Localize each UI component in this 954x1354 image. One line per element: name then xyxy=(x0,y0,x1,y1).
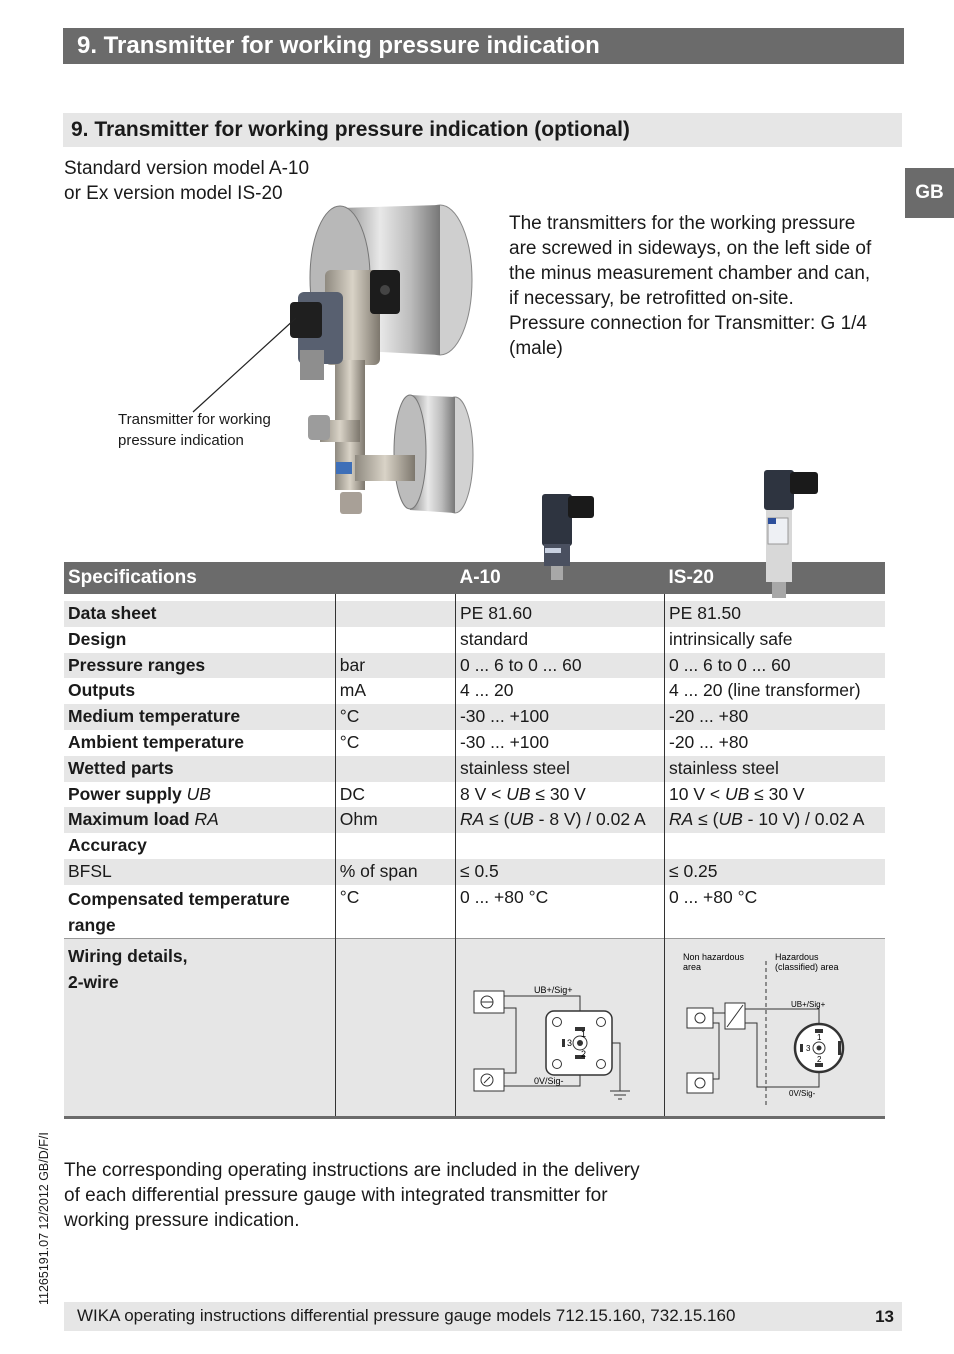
row-label: Ambient temperature xyxy=(68,731,245,752)
is20-transmitter-photo xyxy=(760,468,822,600)
row-is20-value: 0 ... 6 to 0 ... 60 xyxy=(665,653,886,679)
row-a10-value: stainless steel xyxy=(455,756,664,782)
row-label: Data sheet xyxy=(64,601,335,627)
wiring-diagram-is20 xyxy=(665,939,886,1118)
pin-label: 3 xyxy=(566,1038,572,1049)
row-is20-value xyxy=(665,807,886,833)
description-line: Pressure connection for Transmitter: G 1/4 xyxy=(509,313,867,334)
intro-line: Standard version model A-10 xyxy=(64,158,310,179)
page-footer xyxy=(64,1302,902,1331)
row-unit: bar xyxy=(335,653,455,679)
pin-label: 3 xyxy=(806,1044,811,1054)
value-part: 8 V < xyxy=(459,783,507,804)
row-label: Compensated temperature range xyxy=(68,888,290,935)
value-symbol: UB xyxy=(506,783,531,804)
is20-wiring-diagram xyxy=(669,941,881,1111)
value-symbol: RA xyxy=(459,809,485,830)
table-row xyxy=(64,833,885,859)
table-row xyxy=(64,678,885,704)
pin-label: 1 xyxy=(580,1029,586,1040)
pin-label: 2 xyxy=(580,1049,586,1060)
wiring-row xyxy=(64,939,885,1118)
value-part: ≤ ( xyxy=(484,809,510,830)
row-unit: °C xyxy=(335,704,455,730)
wiring-label-line: 2-wire xyxy=(68,972,119,993)
row-unit: % of span xyxy=(335,859,455,885)
value-symbol: UB xyxy=(718,809,743,830)
table-row xyxy=(64,730,885,756)
row-a10-value: 0 ... 6 to 0 ... 60 xyxy=(455,653,664,679)
row-a10-value: standard xyxy=(455,627,664,653)
value-symbol: UB xyxy=(724,783,750,804)
description-text xyxy=(509,211,904,361)
header-unit xyxy=(335,562,455,594)
row-unit: mA xyxy=(335,678,455,704)
row-is20-value: intrinsically safe xyxy=(665,627,886,653)
area-label: Hazardous xyxy=(775,952,819,963)
callout-line: Transmitter for working xyxy=(118,411,271,428)
row-a10-value xyxy=(455,782,664,808)
value-part: ≤ 30 V xyxy=(749,783,805,804)
row-is20-value: ≤ 0.25 xyxy=(665,859,886,885)
row-unit xyxy=(335,601,455,627)
value-part: 10 V < xyxy=(669,783,725,804)
footer-note-line: working pressure indication. xyxy=(64,1210,300,1231)
area-label: (classified) area xyxy=(775,962,839,973)
header-specifications: Specifications xyxy=(64,562,335,594)
row-label: Outputs xyxy=(68,680,136,701)
table-row xyxy=(64,653,885,679)
wiring-diagram-a10 xyxy=(455,939,664,1118)
row-unit xyxy=(335,833,455,859)
row-unit: °C xyxy=(335,730,455,756)
table-row xyxy=(64,782,885,808)
row-is20-value xyxy=(665,833,886,859)
table-row xyxy=(64,885,885,939)
row-label-text: Power supply xyxy=(68,783,182,804)
footer-note-line: The corresponding operating instructions are included in the delivery xyxy=(64,1160,640,1181)
pin-label: 1 xyxy=(817,1033,822,1043)
description-line: (male) xyxy=(509,338,563,359)
row-unit xyxy=(335,756,455,782)
row-a10-value: PE 81.60 xyxy=(455,601,664,627)
row-label-symbol: RA xyxy=(194,809,219,830)
table-row xyxy=(64,601,885,627)
value-part: - 10 V) / 0.02 A xyxy=(742,809,865,830)
row-unit: DC xyxy=(335,782,455,808)
row-a10-value: ≤ 0.5 xyxy=(455,859,664,885)
row-is20-value: 0 ... +80 °C xyxy=(665,885,886,939)
table-row xyxy=(64,627,885,653)
wiring-label-line: Wiring details, xyxy=(68,946,188,967)
row-is20-value xyxy=(665,782,886,808)
value-part: ≤ 30 V xyxy=(530,783,586,804)
row-label-symbol: UB xyxy=(186,783,211,804)
area-label: Non hazardous xyxy=(683,952,745,963)
a10-transmitter-photo xyxy=(536,490,598,582)
wire-label-top: UB+/Sig+ xyxy=(791,1000,826,1010)
document-number: 11265191.07 12/2012 GB/D/F/I xyxy=(37,1132,51,1305)
a10-wiring-diagram xyxy=(460,941,660,1111)
table-row xyxy=(64,807,885,833)
row-label: Accuracy xyxy=(68,835,147,856)
pin-label: 2 xyxy=(817,1055,822,1065)
value-part: - 8 V) / 0.02 A xyxy=(533,809,646,830)
row-a10-value xyxy=(455,833,664,859)
page-number: 13 xyxy=(875,1307,894,1326)
row-label-text: Maximum load xyxy=(68,809,190,830)
wire-label-bottom: 0V/Sig- xyxy=(533,1076,564,1087)
specifications-table xyxy=(64,562,885,1119)
row-label xyxy=(64,782,335,808)
header-is20: IS-20 xyxy=(665,562,886,594)
row-a10-value: -30 ... +100 xyxy=(455,730,664,756)
table-row xyxy=(64,756,885,782)
table-row xyxy=(64,859,885,885)
footer-text: WIKA operating instructions differential pressure gauge models 712.15.160, 732.15.160 xyxy=(77,1306,736,1325)
page-header: 9. Transmitter for working pressure indication xyxy=(63,28,904,64)
row-a10-value: 4 ... 20 xyxy=(455,678,664,704)
row-label: Pressure ranges xyxy=(64,653,335,679)
row-is20-value: 4 ... 20 (line transformer) xyxy=(665,678,886,704)
value-part: ≤ ( xyxy=(693,809,719,830)
row-unit: °C xyxy=(335,885,455,939)
row-is20-value: -20 ... +80 xyxy=(665,730,886,756)
intro-line: or Ex version model IS-20 xyxy=(64,183,283,204)
row-is20-value: -20 ... +80 xyxy=(665,704,886,730)
intro-text xyxy=(64,156,309,206)
row-a10-value: -30 ... +100 xyxy=(455,704,664,730)
wire-label-bottom: 0V/Sig- xyxy=(789,1089,816,1099)
language-tab[interactable]: GB xyxy=(905,168,954,218)
value-symbol: UB xyxy=(509,809,534,830)
wiring-label xyxy=(64,939,335,1118)
row-unit xyxy=(335,627,455,653)
footer-note-line: of each differential pressure gauge with integrated transmitter for xyxy=(64,1185,608,1206)
description-line: The transmitters for the working pressure xyxy=(509,213,856,234)
row-label: Wetted parts xyxy=(64,756,335,782)
table-row xyxy=(64,704,885,730)
row-a10-value xyxy=(455,807,664,833)
section-title: 9. Transmitter for working pressure indication (optional) xyxy=(63,113,902,147)
footer-note xyxy=(64,1158,640,1233)
area-label: area xyxy=(683,962,702,973)
description-line: are screwed in sideways, on the left side of xyxy=(509,238,872,259)
callout-leader-line xyxy=(190,315,300,415)
row-a10-value: 0 ... +80 °C xyxy=(455,885,664,939)
description-line: the minus measurement chamber and can, xyxy=(509,263,871,284)
callout-label xyxy=(118,409,271,451)
value-symbol: RA xyxy=(669,809,694,830)
row-label: Medium temperature xyxy=(64,704,335,730)
row-is20-value: stainless steel xyxy=(665,756,886,782)
row-unit: Ohm xyxy=(335,807,455,833)
callout-line: pressure indication xyxy=(118,432,244,449)
row-label: Design xyxy=(68,628,127,649)
wiring-unit xyxy=(335,939,455,1118)
description-line: if necessary, be retrofitted on-site. xyxy=(509,288,794,309)
header-a10: A-10 xyxy=(455,562,664,594)
row-is20-value: PE 81.50 xyxy=(665,601,886,627)
wire-label-top: UB+/Sig+ xyxy=(533,985,573,996)
row-label: BFSL xyxy=(64,859,335,885)
row-label xyxy=(64,807,335,833)
